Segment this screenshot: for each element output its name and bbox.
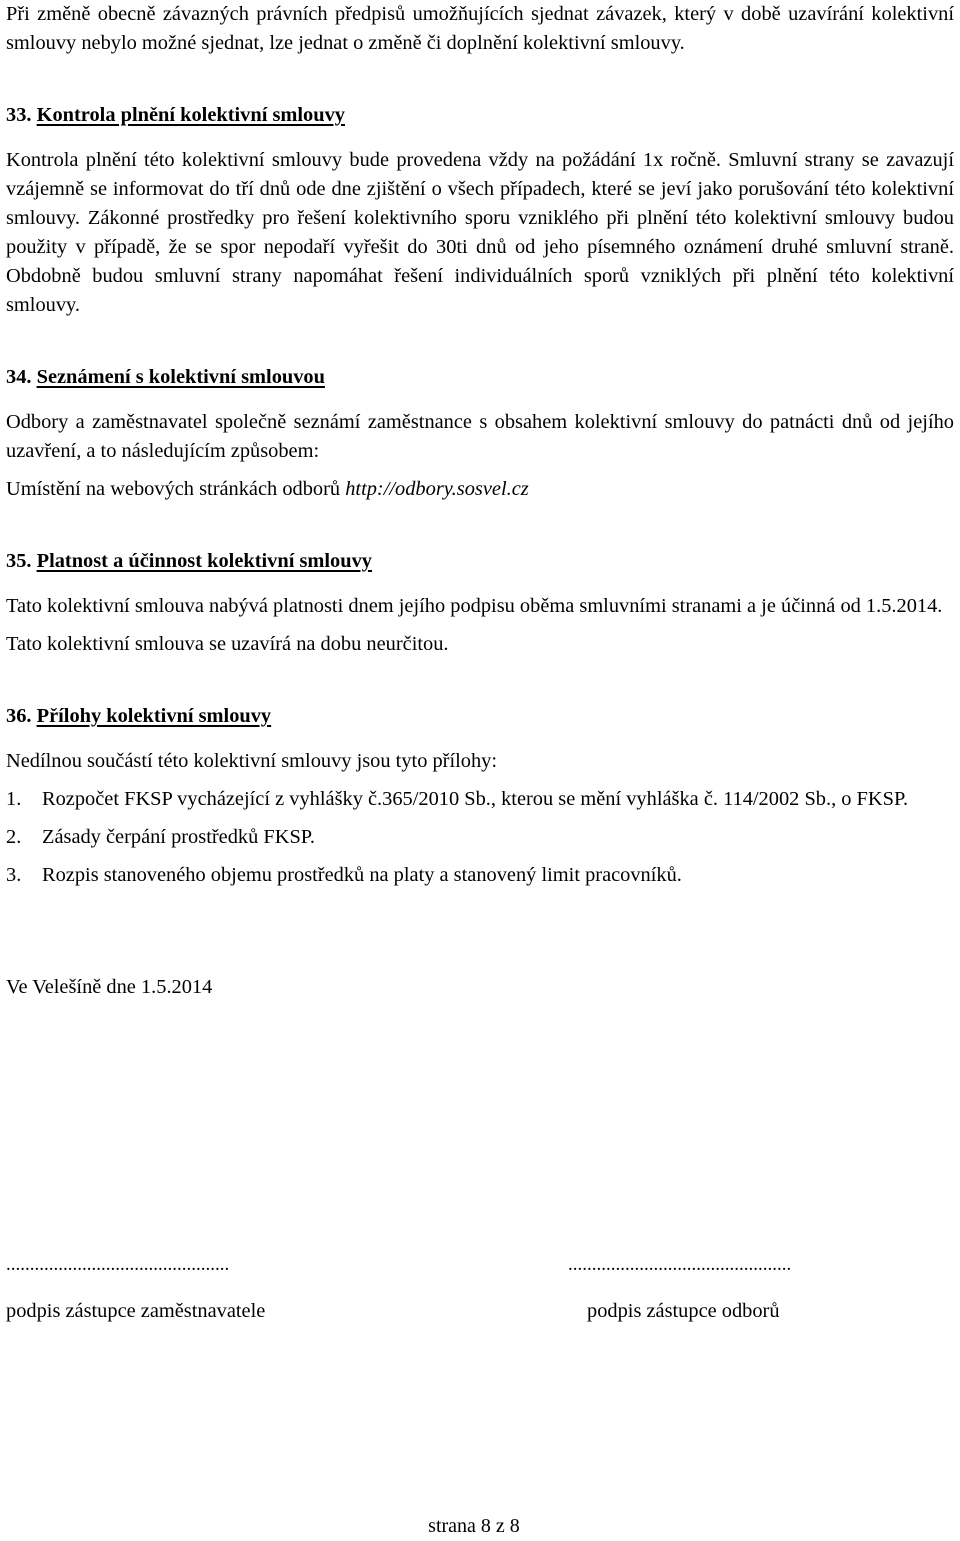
section-35-number: 35. <box>6 550 32 572</box>
attachment-item <box>6 823 954 852</box>
document-page <box>6 0 954 1002</box>
section-34-web <box>6 475 954 504</box>
page-footer: strana 8 z 8 <box>428 1515 520 1537</box>
section-33-title: Kontrola plnění kolektivní smlouvy <box>36 104 345 126</box>
employer-signature-label: podpis zástupce zaměstnavatele <box>6 1300 266 1322</box>
attachment-text: Rozpis stanoveného objemu prostředků na platy a stanovený limit pracovníků. <box>42 864 682 886</box>
attachment-item <box>6 861 954 890</box>
attachment-number: 3. <box>6 864 22 886</box>
section-35-heading <box>6 547 954 576</box>
section-34-title: Seznámení s kolektivní smlouvou <box>36 366 325 388</box>
attachment-text: Zásady čerpání prostředků FKSP. <box>42 826 315 848</box>
section-34-web-url: http://odbory.sosvel.cz <box>345 478 529 500</box>
section-34-number: 34. <box>6 366 32 388</box>
section-33-heading <box>6 101 954 130</box>
section-33-body: Kontrola plnění této kolektivní smlouvy bude provedena vždy na požádání 1x ročně. Smluvní strany se zavazují vzájemně se informovat do tří dnů ode dne zjištění o všech případech, které se jeví jako porušování této kolektivní smlouvy. Zákonné prostředky pro řešení kolektivního sporu vzniklého při plnění této kolektivní smlouvy budou použity v případě, že se spor nepodaří vyřešit do 30ti dnů od jeho písemného oznámení druhé smluvní straně. Obdobně budou smluvní strany napomáhat řešení individuálních sporů vzniklých při plnění této kolektivní smlouvy. <box>6 149 954 316</box>
section-36-number: 36. <box>6 705 32 727</box>
union-signature-label: podpis zástupce odborů <box>587 1300 780 1322</box>
section-35-body-2: Tato kolektivní smlouva se uzavírá na dobu neurčitou. <box>6 633 449 655</box>
section-34-web-prefix: Umístění na webových stránkách odborů <box>6 478 346 500</box>
attachment-item <box>6 785 954 814</box>
section-35-title: Platnost a účinnost kolektivní smlouvy <box>36 550 372 572</box>
section-36-heading <box>6 702 954 731</box>
section-33-number: 33. <box>6 104 32 126</box>
attachment-number: 1. <box>6 788 22 810</box>
section-36-title: Přílohy kolektivní smlouvy <box>36 705 272 727</box>
employer-signature-line: ............................................... <box>6 1254 230 1275</box>
section-34-heading <box>6 363 954 392</box>
union-signature-line: ............................................... <box>568 1254 792 1275</box>
section-34-body: Odbory a zaměstnavatel společně seznámí zaměstnance s obsahem kolektivní smlouvy do patnácti dnů od jejího uzavření, a to následujícím způsobem: <box>6 411 954 462</box>
place-and-date: Ve Velešíně dne 1.5.2014 <box>6 976 213 998</box>
attachment-number: 2. <box>6 826 22 848</box>
intro-paragraph: Při změně obecně závazných právních předpisů umožňujících sjednat závazek, který v době uzavírání kolektivní smlouvy nebylo možné sjednat, lze jednat o změně či doplnění kolektivní smlouvy. <box>6 3 954 54</box>
attachment-text: Rozpočet FKSP vycházející z vyhlášky č.365/2010 Sb., kterou se mění vyhláška č. 114/2002 Sb., o FKSP. <box>42 788 909 810</box>
section-36-intro: Nedílnou součástí této kolektivní smlouvy jsou tyto přílohy: <box>6 750 498 772</box>
section-35-body-1: Tato kolektivní smlouva nabývá platnosti dnem jejího podpisu oběma smluvními stranami a je účinná od 1.5.2014. <box>6 595 943 617</box>
